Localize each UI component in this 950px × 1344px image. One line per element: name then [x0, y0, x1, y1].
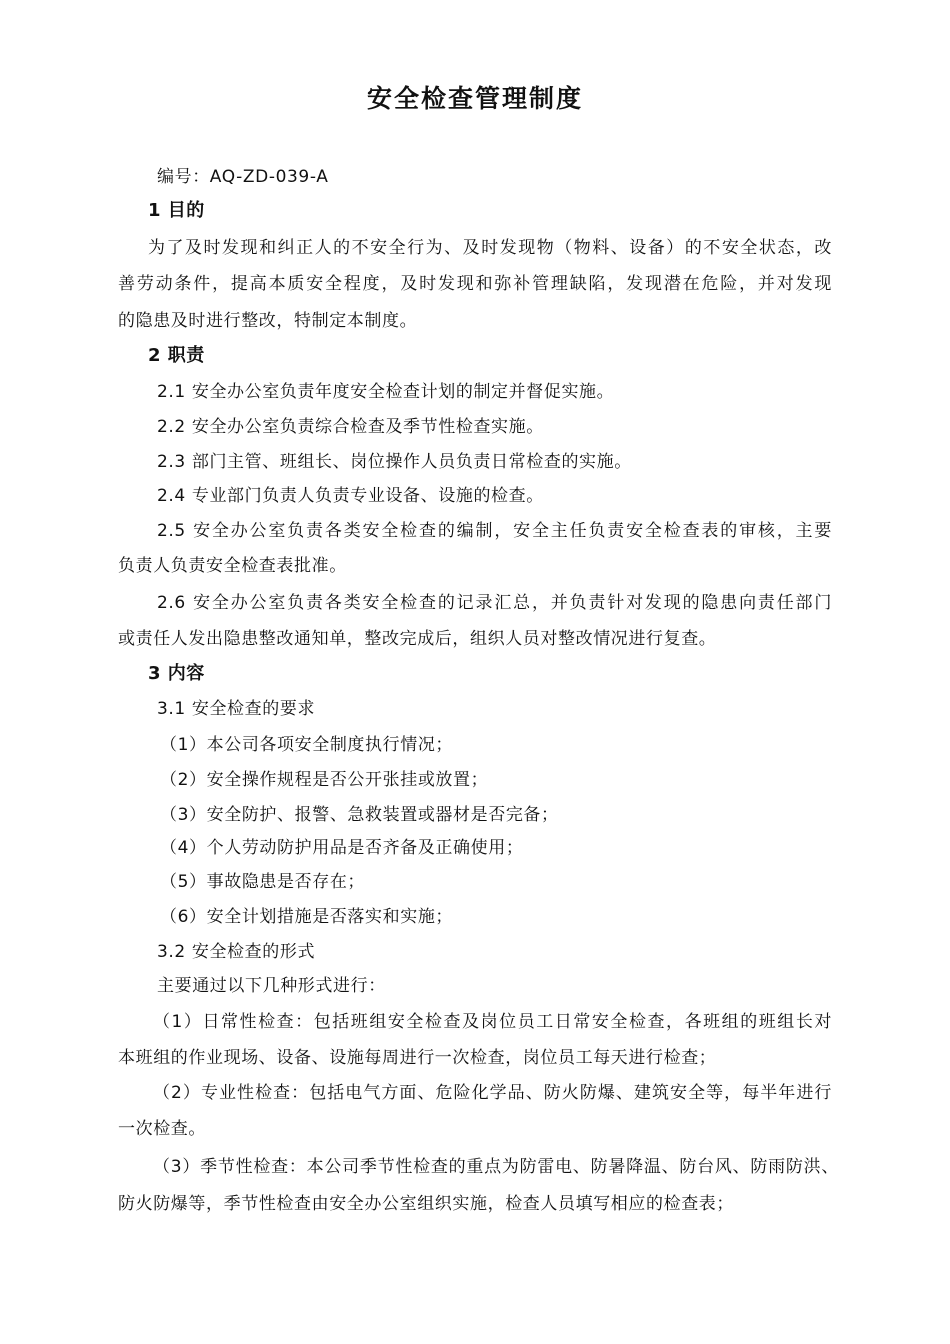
forms-line: 防火防爆等，季节性检查由安全办公室组织实施，检查人员填写相应的检查表； [118, 1194, 734, 1214]
duty-item-continued: 或责任人发出隐患整改通知单，整改完成后，组织人员对整改情况进行复查。 [118, 629, 717, 649]
document-number: 编号：AQ-ZD-039-A [157, 167, 329, 187]
section-heading-content: 3 内容 [148, 663, 205, 684]
subsection-heading-forms: 3.2 安全检查的形式 [157, 942, 316, 962]
requirement-item: （5）事故隐患是否存在； [160, 872, 366, 892]
forms-line: （2）专业性检查：包括电气方面、危险化学品、防火防爆、建筑安全等，每半年进行 [153, 1083, 832, 1103]
duty-item: 2.5 安全办公室负责各类安全检查的编制，安全主任负责安全检查表的审核，主要 [157, 521, 832, 541]
duty-item: 2.4 专业部门负责人负责专业设备、设施的检查。 [157, 486, 544, 506]
duty-item: 2.6 安全办公室负责各类安全检查的记录汇总，并负责针对发现的隐患向责任部门 [157, 593, 832, 613]
forms-line: 本班组的作业现场、设备、设施每周进行一次检查，岗位员工每天进行检查； [118, 1048, 717, 1068]
page-title: 安全检查管理制度 [366, 84, 583, 113]
purpose-line-3: 的隐患及时进行整改，特制定本制度。 [118, 311, 418, 331]
requirement-item: （3）安全防护、报警、急救装置或器材是否完备； [160, 805, 559, 825]
duty-item: 2.1 安全办公室负责年度安全检查计划的制定并督促实施。 [157, 382, 615, 402]
requirement-item: （4）个人劳动防护用品是否齐备及正确使用； [160, 838, 524, 858]
requirement-item: （1）本公司各项安全制度执行情况； [160, 735, 454, 755]
forms-line: （1）日常性检查：包括班组安全检查及岗位员工日常安全检查，各班组的班组长对 [153, 1012, 832, 1032]
purpose-line-2: 善劳动条件，提高本质安全程度，及时发现和弥补管理缺陷，发现潜在危险，并对发现 [118, 274, 832, 294]
purpose-line-1: 为了及时发现和纠正人的不安全行为、及时发现物（物料、设备）的不安全状态，改 [148, 238, 832, 258]
duty-item-continued: 负责人负责安全检查表批准。 [118, 556, 347, 576]
duty-item: 2.3 部门主管、班组长、岗位操作人员负责日常检查的实施。 [157, 452, 632, 472]
forms-intro: 主要通过以下几种形式进行： [157, 976, 386, 996]
forms-line: （3）季节性检查：本公司季节性检查的重点为防雷电、防暑降温、防台风、防雨防洪、 [153, 1157, 839, 1177]
duty-item: 2.2 安全办公室负责综合检查及季节性检查实施。 [157, 417, 544, 437]
requirement-item: （6）安全计划措施是否落实和实施； [160, 907, 454, 927]
requirement-item: （2）安全操作规程是否公开张挂或放置； [160, 770, 489, 790]
subsection-heading-requirements: 3.1 安全检查的要求 [157, 699, 316, 719]
section-heading-purpose: 1 目的 [148, 200, 205, 221]
section-heading-duties: 2 职责 [148, 345, 205, 366]
forms-line: 一次检查。 [118, 1119, 206, 1139]
